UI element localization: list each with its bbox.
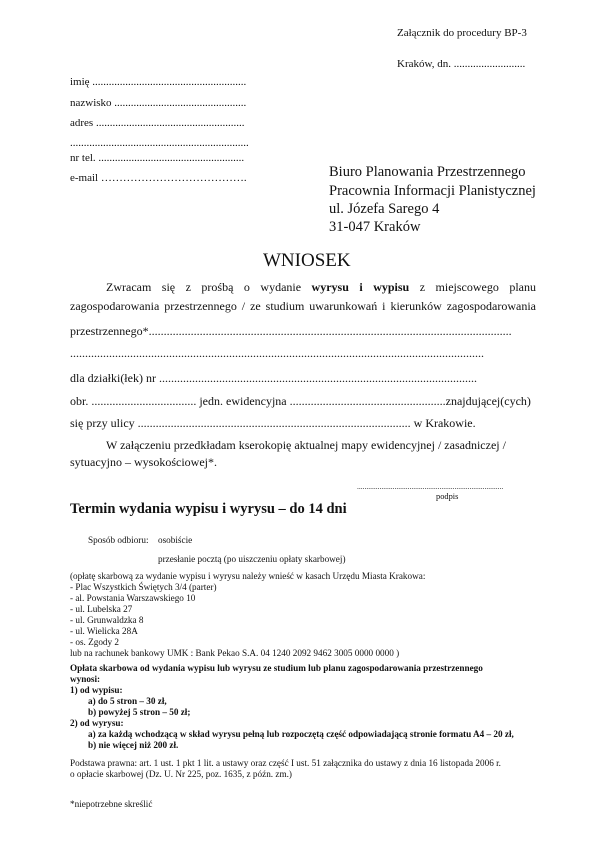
fee-extract-b: b) powyżej 5 stron – 50 zł;	[88, 707, 191, 717]
fee-info-line-1: (opłatę skarbową za wydanie wypisu i wyrysu należy wnieść w kasach Urzędu Miasta Krakowa:	[70, 571, 426, 581]
request-dots-line[interactable]: ..........................................................................................................................................	[70, 346, 484, 360]
district-unit-field[interactable]: obr. ................................... jedn. ewidencyjna ....................................................znajdującej(cych)	[70, 394, 531, 408]
fee-info-line-5: - ul. Grunwaldzka 8	[70, 615, 144, 625]
request-paragraph-line3[interactable]: przestrzennego*.........................................................................................................................	[70, 324, 512, 338]
fee-heading-line1: Opłata skarbowa od wydania wypisu lub wyrysu ze studium lub planu zagospodarowania przestrzennego	[70, 663, 483, 673]
pickup-option-personal[interactable]: osobiście	[158, 535, 193, 545]
request-paragraph-line1	[106, 280, 536, 295]
signature-line[interactable]: ..............................................................................	[357, 482, 504, 491]
footnote: *niepotrzebne skreślić	[70, 799, 153, 809]
legal-basis-line1: Podstawa prawna: art. 1 ust. 1 pkt 1 lit. a ustawy oraz część I ust. 51 załącznika do ustawy z dnia 16 listopada 2006 r.	[70, 758, 501, 768]
fee-info-line-6: - ul. Wielicka 28A	[70, 626, 138, 636]
deadline-heading: Termin wydania wypisu i wyrysu – do 14 dni	[70, 501, 347, 517]
signature-label: podpis	[436, 492, 459, 501]
pickup-option-post[interactable]: przesłanie pocztą (po uiszczeniu opłaty skarbowej)	[158, 554, 346, 564]
first-name-field[interactable]: imię ........................................................	[70, 76, 247, 88]
document-title: WNIOSEK	[263, 250, 351, 271]
request-paragraph-line2: zagospodarowania przestrzennego / ze studium uwarunkowań i kierunków zagospodarowania	[70, 299, 536, 313]
fee-drawing-heading: 2) od wyrysu:	[70, 718, 124, 728]
last-name-field[interactable]: nazwisko ................................................	[70, 97, 247, 109]
fee-info-line-7: - os. Zgody 2	[70, 637, 119, 647]
fee-info-line-4: - ul. Lubelska 27	[70, 604, 133, 614]
fee-info-line-8: lub na rachunek bankowy UMK : Bank Pekao S.A. 04 1240 2092 9462 3005 0000 0000 )	[70, 648, 400, 658]
pickup-label: Sposób odbioru:	[88, 535, 149, 545]
fee-extract-heading: 1) od wypisu:	[70, 685, 123, 695]
fee-heading-line2: wynosi:	[70, 674, 101, 684]
request-text-end: z miejscowego planu	[409, 280, 536, 294]
fee-drawing-a: a) za każdą wchodzącą w skład wyrysu pełną lub rozpoczętą część odpowiadającą stronie formatu A4 – 20 zł,	[88, 729, 514, 739]
recipient-line-2: Pracownia Informacji Planistycznej	[329, 183, 536, 199]
street-field[interactable]: się przy ulicy ........................................................................................... w Krakowie.	[70, 416, 476, 430]
plot-number-field[interactable]: dla działki(łek) nr ..........................................................................................................	[70, 371, 477, 385]
address-field[interactable]: adres ......................................................	[70, 117, 245, 129]
attachment-note: Załącznik do procedury BP-3	[397, 27, 527, 39]
recipient-line-3: ul. Józefa Sarego 4	[329, 201, 440, 217]
fee-info-line-2: - Plac Wszystkich Świętych 3/4 (parter)	[70, 582, 217, 592]
phone-field[interactable]: nr tel. .....................................................	[70, 152, 245, 164]
recipient-line-4: 31-047 Kraków	[329, 219, 421, 235]
request-text-start: Zwracam się z prośbą o wydanie	[106, 280, 312, 294]
request-text-bold: wyrysu i wypisu	[311, 280, 410, 294]
email-field[interactable]: e-mail ………………………………….	[70, 172, 247, 184]
attachment-statement-line2: sytuacyjno – wysokościowej*.	[70, 455, 217, 469]
address-field-line2[interactable]: .................................................................	[70, 137, 249, 149]
fee-extract-a: a) do 5 stron – 30 zł,	[88, 696, 167, 706]
attachment-statement-line1: W załączeniu przedkładam kserokopię aktualnej mapy ewidencyjnej / zasadniczej /	[106, 438, 506, 452]
place-date-field[interactable]: Kraków, dn. ..........................	[397, 58, 526, 70]
fee-drawing-b: b) nie więcej niż 200 zł.	[88, 740, 179, 750]
recipient-line-1: Biuro Planowania Przestrzennego	[329, 164, 526, 180]
legal-basis-line2: o opłacie skarbowej (Dz. U. Nr 225, poz. 1635, z późn. zm.)	[70, 769, 292, 779]
fee-info-line-3: - al. Powstania Warszawskiego 10	[70, 593, 196, 603]
